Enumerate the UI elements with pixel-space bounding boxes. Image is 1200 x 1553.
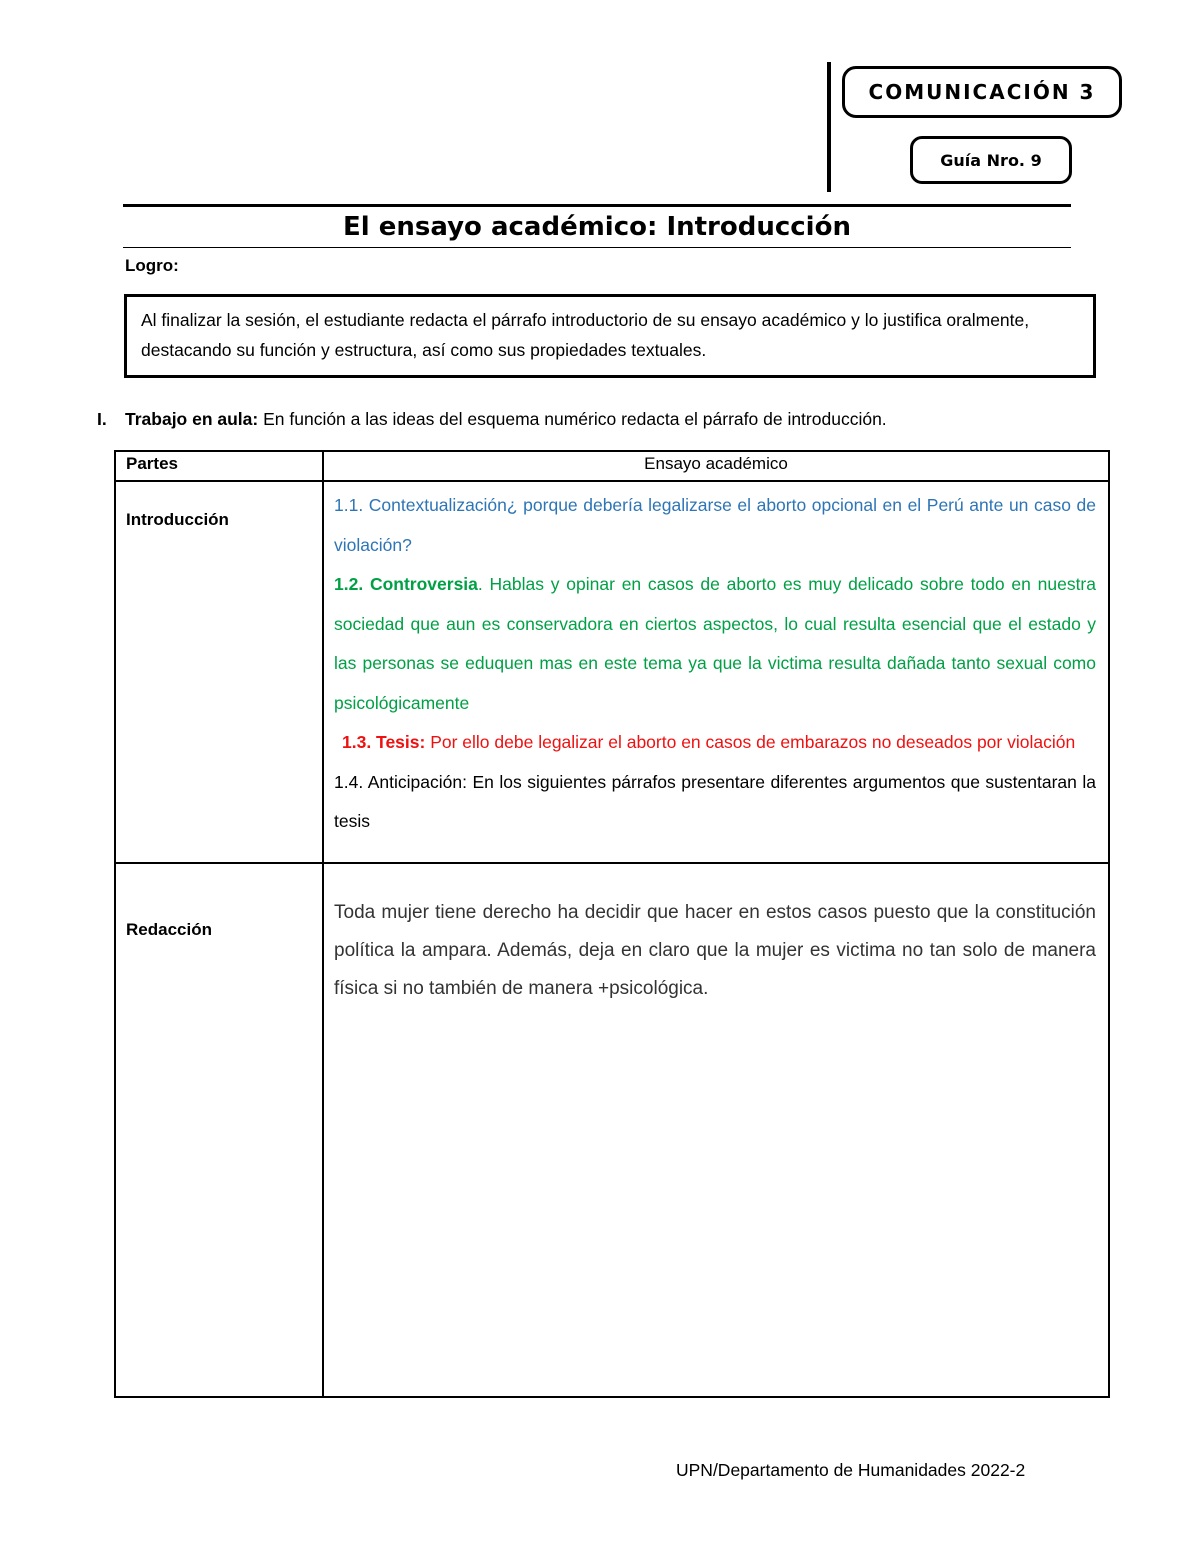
essay-table: [114, 450, 1110, 1398]
intro-cell: [323, 481, 1109, 863]
tesis-label: 1.3. Tesis:: [342, 732, 426, 752]
page-footer: UPN/Departamento de Humanidades 2022-2: [676, 1460, 1026, 1480]
header-partes: Partes: [115, 451, 323, 481]
header-ensayo: Ensayo académico: [323, 451, 1109, 481]
intro-contextualizacion: [334, 486, 1096, 565]
course-badge: COMUNICACIÓN 3: [842, 66, 1122, 118]
tesis-text: Por ello debe legalizar el aborto en casos de embarazos no deseados por violación: [425, 732, 1076, 752]
logro-label: Logro:: [125, 256, 179, 275]
table-row-redaccion: [115, 863, 1109, 1397]
section-label: Trabajo en aula:: [125, 409, 259, 429]
intro-anticipacion: [334, 763, 1096, 842]
anticipacion-label: 1.4. Anticipación:: [334, 771, 467, 792]
section-number: I.: [97, 409, 107, 429]
logro-box: [124, 294, 1096, 378]
row-label-redaccion: Redacción: [115, 863, 323, 1397]
title-rule-bottom: [123, 247, 1071, 248]
logro-text: Al finalizar la sesión, el estudiante redacta el párrafo introductorio de su ensayo académico y lo justifica oralmente, destacando su función y estructura, así como sus propiedades textuales.: [141, 310, 1030, 360]
intro-controversia: [334, 565, 1096, 723]
controversia-text: . Hablas y opinar en casos de aborto es muy delicado sobre todo en nuestra sociedad que aun es conservadora en ciertos aspectos, lo cual resulta esencial que el estado y las personas se eduquen mas en este tema ya que la victima resulta dañada tanto sexual como psicológicamente: [334, 574, 1096, 713]
row-label-introduccion: Introducción: [115, 481, 323, 863]
title-rule-top: [123, 204, 1071, 207]
table-row-introduccion: [115, 481, 1109, 863]
section-heading: [97, 409, 887, 430]
intro-tesis: [334, 723, 1096, 763]
contextualizacion-label: 1.1. Contextualización: [334, 495, 507, 515]
controversia-label: 1.2. Controversia: [334, 574, 478, 594]
header-divider: [827, 62, 831, 192]
section-text: En función a las ideas del esquema numérico redacta el párrafo de introducción.: [258, 409, 887, 429]
contextualizacion-text: ¿ porque debería legalizarse el aborto opcional en el Perú ante un caso de violación?: [334, 495, 1096, 555]
anticipacion-text: En los siguientes párrafos presentare diferentes argumentos que sustentaran la tesis: [334, 771, 1097, 831]
page-title: El ensayo académico: Introducción: [343, 212, 851, 242]
redaccion-cell: [323, 863, 1109, 1397]
table-header-row: [115, 451, 1109, 481]
guide-number-badge: Guía Nro. 9: [910, 136, 1072, 184]
redaccion-text: Toda mujer tiene derecho ha decidir que hacer en estos casos puesto que la constitución política la ampara. Además, deja en claro que la mujer es victima no tan solo de manera física si no también de manera +psicológica.: [334, 902, 1096, 999]
